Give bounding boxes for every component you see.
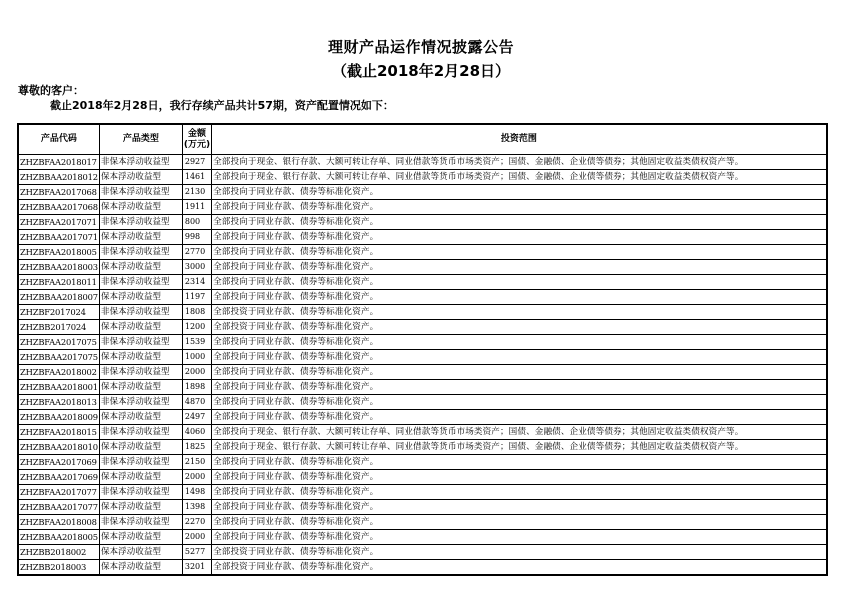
product-code-cell: ZHZBB2017024 — [18, 320, 99, 335]
amount-cell: 2000 — [182, 470, 211, 485]
table-row — [18, 470, 827, 485]
intro-paragraph: 截止2018年2月28日，我行存续产品共计57期，资产配置情况如下： — [50, 99, 394, 112]
amount-cell: 1197 — [182, 290, 211, 305]
investment-scope-cell: 全部投资于同业存款、债券等标准化资产。 — [212, 320, 827, 335]
product-code-cell: ZHZBBAA2018010 — [18, 440, 99, 455]
investment-scope-cell: 全部投向于同业存款、债券等标准化资产。 — [212, 380, 827, 395]
table-row — [18, 485, 827, 500]
table-row — [18, 260, 827, 275]
investment-scope-cell: 全部投向于同业存款、债券等标准化资产。 — [212, 200, 827, 215]
product-code-cell: ZHZBFAA2018002 — [18, 365, 99, 380]
product-code-cell: ZHZBFAA2017075 — [18, 335, 99, 350]
header-product-code: 产品代码 — [18, 124, 99, 155]
table-row — [18, 395, 827, 410]
product-type-cell: 保本浮动收益型 — [99, 350, 182, 365]
investment-scope-cell: 全部投向于同业存款、债券等标准化资产。 — [212, 290, 827, 305]
amount-cell: 5277 — [182, 545, 211, 560]
product-type-cell: 非保本浮动收益型 — [99, 305, 182, 320]
document-title: 理财产品运作情况披露公告 — [327, 38, 514, 56]
product-type-cell: 非保本浮动收益型 — [99, 455, 182, 470]
investment-scope-cell: 全部投向于同业存款、债券等标准化资产。 — [212, 335, 827, 350]
table-row — [18, 455, 827, 470]
amount-cell: 2314 — [182, 275, 211, 290]
product-type-cell: 保本浮动收益型 — [99, 500, 182, 515]
product-code-cell: ZHZBFAA2018008 — [18, 515, 99, 530]
product-type-cell: 保本浮动收益型 — [99, 470, 182, 485]
amount-cell: 1200 — [182, 320, 211, 335]
product-type-cell: 非保本浮动收益型 — [99, 155, 182, 170]
product-code-cell: ZHZBFAA2018013 — [18, 395, 99, 410]
product-code-cell: ZHZBBAA2018012 — [18, 170, 99, 185]
product-code-cell: ZHZBFAA2017068 — [18, 185, 99, 200]
investment-scope-cell: 全部投向于同业存款、债券等标准化资产。 — [212, 470, 827, 485]
product-code-cell: ZHZBB2018002 — [18, 545, 99, 560]
investment-scope-cell: 全部投向于同业存款、债券等标准化资产。 — [212, 215, 827, 230]
product-code-cell: ZHZBBAA2017075 — [18, 350, 99, 365]
product-code-cell: ZHZBFAA2017077 — [18, 485, 99, 500]
amount-cell: 1461 — [182, 170, 211, 185]
investment-scope-cell: 全部投向于同业存款、债券等标准化资产。 — [212, 515, 827, 530]
salutation: 尊敬的客户： — [18, 84, 84, 97]
investment-scope-cell: 全部投向于同业存款、债券等标准化资产。 — [212, 395, 827, 410]
table-row — [18, 275, 827, 290]
asset-allocation-table — [17, 123, 828, 576]
table-row — [18, 230, 827, 245]
amount-cell: 4060 — [182, 425, 211, 440]
amount-cell: 2270 — [182, 515, 211, 530]
product-type-cell: 保本浮动收益型 — [99, 200, 182, 215]
product-code-cell: ZHZBFAA2018011 — [18, 275, 99, 290]
header-investment-scope: 投资范围 — [212, 124, 827, 155]
product-type-cell: 保本浮动收益型 — [99, 440, 182, 455]
investment-scope-cell: 全部投资于同业存款、债券等标准化资产。 — [212, 545, 827, 560]
investment-scope-cell: 全部投向于同业存款、债券等标准化资产。 — [212, 365, 827, 380]
table-row — [18, 185, 827, 200]
table-row — [18, 320, 827, 335]
product-code-cell: ZHZBFAA2018015 — [18, 425, 99, 440]
product-code-cell: ZHZBBAA2017068 — [18, 200, 99, 215]
product-code-cell: ZHZBBAA2018001 — [18, 380, 99, 395]
table-row — [18, 560, 827, 576]
investment-scope-cell: 全部投向于同业存款、债券等标准化资产。 — [212, 185, 827, 200]
investment-scope-cell: 全部投资于同业存款、债券等标准化资产。 — [212, 305, 827, 320]
amount-cell: 2150 — [182, 455, 211, 470]
amount-cell: 3000 — [182, 260, 211, 275]
amount-cell: 1808 — [182, 305, 211, 320]
amount-cell: 1498 — [182, 485, 211, 500]
investment-scope-cell: 全部投向于同业存款、债券等标准化资产。 — [212, 410, 827, 425]
amount-cell: 1911 — [182, 200, 211, 215]
amount-cell: 1825 — [182, 440, 211, 455]
table-row — [18, 365, 827, 380]
table-row — [18, 215, 827, 230]
product-type-cell: 非保本浮动收益型 — [99, 245, 182, 260]
table-row — [18, 335, 827, 350]
table-row — [18, 380, 827, 395]
product-code-cell: ZHZBF2017024 — [18, 305, 99, 320]
amount-cell: 2770 — [182, 245, 211, 260]
investment-scope-cell: 全部投资于同业存款、债券等标准化资产。 — [212, 560, 827, 576]
table-row — [18, 440, 827, 455]
table-row — [18, 155, 827, 170]
amount-cell: 3201 — [182, 560, 211, 576]
investment-scope-cell: 全部投向于同业存款、债券等标准化资产。 — [212, 230, 827, 245]
product-type-cell: 非保本浮动收益型 — [99, 485, 182, 500]
product-code-cell: ZHZBBAA2017077 — [18, 500, 99, 515]
product-code-cell: ZHZBFAA2018005 — [18, 245, 99, 260]
product-type-cell: 保本浮动收益型 — [99, 230, 182, 245]
table-row — [18, 290, 827, 305]
product-code-cell: ZHZBBAA2018005 — [18, 530, 99, 545]
product-code-cell: ZHZBB2018003 — [18, 560, 99, 576]
product-type-cell: 非保本浮动收益型 — [99, 185, 182, 200]
product-type-cell: 保本浮动收益型 — [99, 560, 182, 576]
amount-cell: 1539 — [182, 335, 211, 350]
product-type-cell: 保本浮动收益型 — [99, 170, 182, 185]
product-type-cell: 保本浮动收益型 — [99, 410, 182, 425]
amount-cell: 998 — [182, 230, 211, 245]
amount-cell: 2130 — [182, 185, 211, 200]
investment-scope-cell: 全部投向于同业存款、债券等标准化资产。 — [212, 485, 827, 500]
table-row — [18, 515, 827, 530]
amount-cell: 2497 — [182, 410, 211, 425]
product-type-cell: 非保本浮动收益型 — [99, 395, 182, 410]
investment-scope-cell: 全部投向于同业存款、债券等标准化资产。 — [212, 350, 827, 365]
header-product-type: 产品类型 — [99, 124, 182, 155]
amount-cell: 4870 — [182, 395, 211, 410]
product-type-cell: 保本浮动收益型 — [99, 545, 182, 560]
table-row — [18, 245, 827, 260]
product-type-cell: 保本浮动收益型 — [99, 290, 182, 305]
table-body — [18, 155, 827, 576]
investment-scope-cell: 全部投向于同业存款、债券等标准化资产。 — [212, 530, 827, 545]
amount-cell: 1898 — [182, 380, 211, 395]
document-subtitle: （截止2018年2月28日） — [331, 62, 511, 80]
product-type-cell: 保本浮动收益型 — [99, 320, 182, 335]
product-code-cell: ZHZBFAA2017071 — [18, 215, 99, 230]
product-code-cell: ZHZBFAA2018017 — [18, 155, 99, 170]
table-row — [18, 500, 827, 515]
header-amount-line1: 金额 — [187, 128, 206, 139]
header-amount — [182, 124, 211, 155]
amount-cell: 800 — [182, 215, 211, 230]
product-code-cell: ZHZBBAA2017069 — [18, 470, 99, 485]
table-row — [18, 530, 827, 545]
product-code-cell: ZHZBBAA2017071 — [18, 230, 99, 245]
investment-scope-cell: 全部投向于现金、银行存款、大额可转让存单、同业借款等货币市场类资产；国债、金融债、企业债等债券；其他固定收益类债权资产等。 — [212, 155, 827, 170]
investment-scope-cell: 全部投向于同业存款、债券等标准化资产。 — [212, 500, 827, 515]
table-row — [18, 410, 827, 425]
table-row — [18, 305, 827, 320]
product-code-cell: ZHZBFAA2017069 — [18, 455, 99, 470]
table-row — [18, 170, 827, 185]
table-row — [18, 350, 827, 365]
investment-scope-cell: 全部投向于同业存款、债券等标准化资产。 — [212, 455, 827, 470]
product-type-cell: 保本浮动收益型 — [99, 530, 182, 545]
table-row — [18, 425, 827, 440]
investment-scope-cell: 全部投向于现金、银行存款、大额可转让存单、同业借款等货币市场类资产；国债、金融债、企业债等债券；其他固定收益类债权资产等。 — [212, 170, 827, 185]
product-type-cell: 非保本浮动收益型 — [99, 335, 182, 350]
table-header-row — [18, 124, 827, 155]
amount-cell: 2000 — [182, 365, 211, 380]
product-code-cell: ZHZBBAA2018009 — [18, 410, 99, 425]
amount-cell: 1000 — [182, 350, 211, 365]
product-type-cell: 非保本浮动收益型 — [99, 215, 182, 230]
investment-scope-cell: 全部投向于现金、银行存款、大额可转让存单、同业借款等货币市场类资产；国债、金融债、企业债等债券；其他固定收益类债权资产等。 — [212, 440, 827, 455]
product-type-cell: 保本浮动收益型 — [99, 260, 182, 275]
product-code-cell: ZHZBBAA2018007 — [18, 290, 99, 305]
amount-cell: 2927 — [182, 155, 211, 170]
investment-scope-cell: 全部投向于同业存款、债券等标准化资产。 — [212, 275, 827, 290]
investment-scope-cell: 全部投向于同业存款、债券等标准化资产。 — [212, 260, 827, 275]
header-amount-line2: (万元) — [183, 139, 211, 150]
product-type-cell: 非保本浮动收益型 — [99, 515, 182, 530]
product-code-cell: ZHZBBAA2018003 — [18, 260, 99, 275]
table-row — [18, 545, 827, 560]
investment-scope-cell: 全部投向于同业存款、债券等标准化资产。 — [212, 245, 827, 260]
investment-scope-cell: 全部投向于现金、银行存款、大额可转让存单、同业借款等货币市场类资产；国债、金融债、企业债等债券；其他固定收益类债权资产等。 — [212, 425, 827, 440]
product-type-cell: 非保本浮动收益型 — [99, 365, 182, 380]
product-type-cell: 非保本浮动收益型 — [99, 275, 182, 290]
amount-cell: 1398 — [182, 500, 211, 515]
product-type-cell: 保本浮动收益型 — [99, 380, 182, 395]
amount-cell: 2000 — [182, 530, 211, 545]
product-type-cell: 非保本浮动收益型 — [99, 425, 182, 440]
table-row — [18, 200, 827, 215]
